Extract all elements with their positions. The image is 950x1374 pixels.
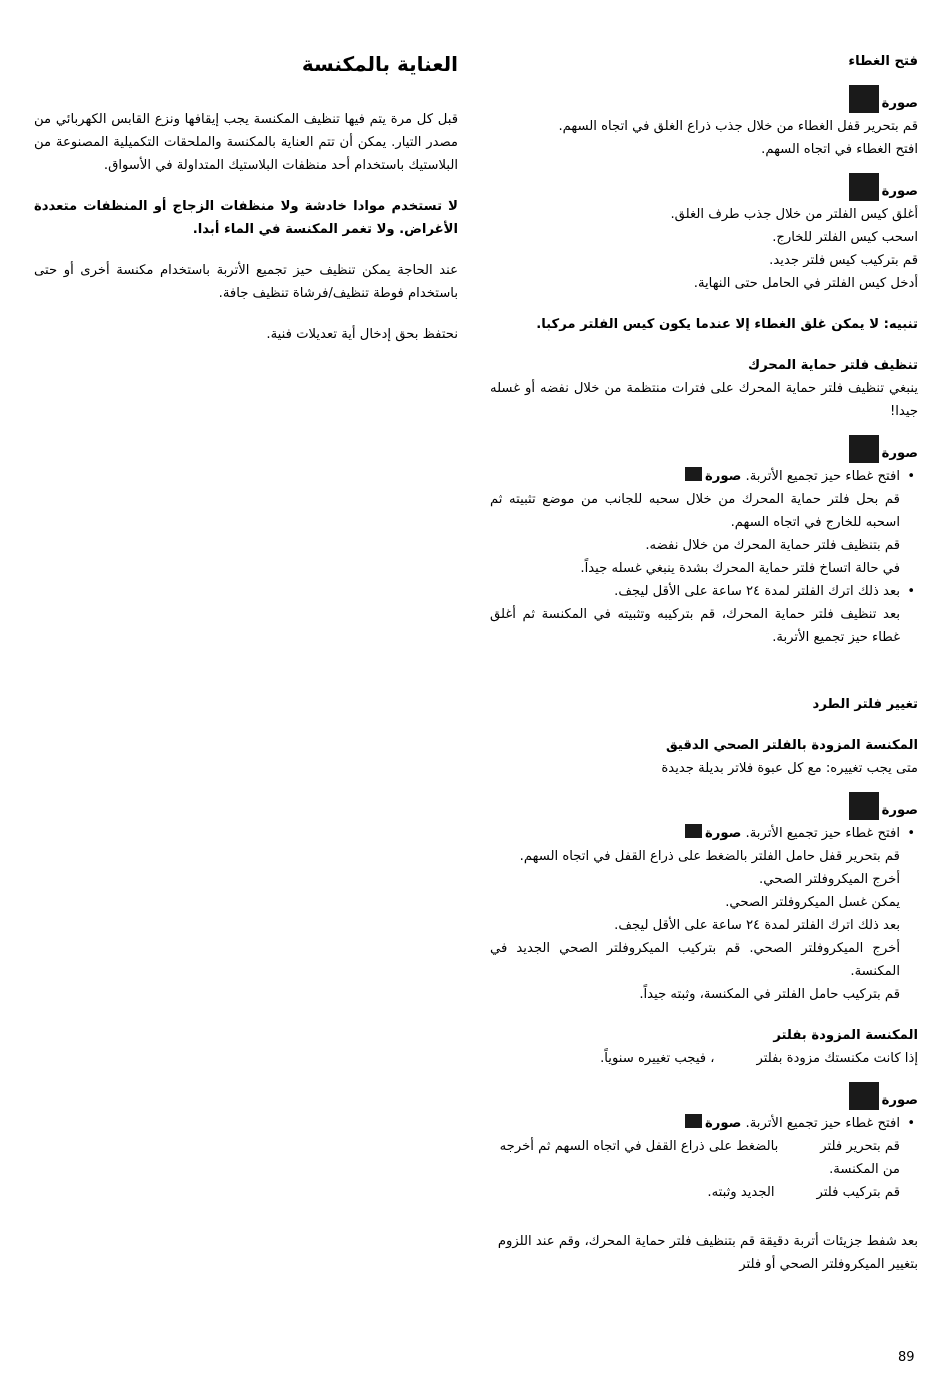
text-line: أدخل كيس الفلتر في الحامل حتى النهاية. (693, 276, 918, 291)
text-line: قم بحل فلتر حماية المحرك من خلال سحبه للجانب من موضع تثبيته ثم اسحبه للخارج في اتجاه السهم. (490, 492, 900, 530)
figure-word: صورة (704, 469, 742, 484)
step-item (490, 580, 918, 603)
step-text: افتح غطاء حيز تجميع الأتربة. (745, 826, 900, 841)
figure-number-box (849, 1082, 879, 1110)
text-line: قم بتحرير قفل الغطاء من خلال جذب ذراع الغلق في اتجاه السهم. (558, 119, 918, 134)
figure-number-box (685, 824, 702, 838)
text-line: يمكن غسل الميكروفلتر الصحي. (725, 895, 900, 910)
step-item (490, 465, 918, 488)
figure-number-box (685, 467, 702, 481)
text-line: أخرج الميكروفلتر الصحي. (759, 872, 900, 887)
filter-steps (490, 1112, 918, 1135)
right-column (490, 50, 918, 1276)
text-line: قم بتركيب فلتر الجديد وثبته. (707, 1185, 900, 1200)
filter-heading: المكنسة المزودة بفلتر (773, 1028, 918, 1043)
micro-filter-lines (490, 845, 918, 1006)
text-line: اسحب كيس الفلتر للخارج. (772, 230, 918, 245)
closing-text: بعد شفط جزيئات أتربة دقيقة قم بتنظيف فلتر حماية المحرك، وقم عند اللزوم بتغيير الميكروفلتر الصحي أو فلتر (497, 1234, 918, 1272)
step-text: بعد ذلك اترك الفلتر لمدة ٢٤ ساعة على الأقل ليجف. (614, 584, 900, 599)
figure-number-box (685, 1114, 702, 1128)
filter-lines (490, 1135, 918, 1204)
step-item (490, 1112, 918, 1135)
motor-filter-lines (490, 488, 918, 580)
filter-intro: إذا كانت مكنستك مزودة بفلتر ، فيجب تغييره سنوياً. (600, 1051, 918, 1066)
micro-filter-steps (490, 822, 918, 845)
motor-filter-heading: تنظيف فلتر حماية المحرك (747, 358, 918, 373)
motor-filter-steps-2 (490, 580, 918, 603)
figure-word: صورة (881, 803, 918, 818)
exhaust-filter-heading: تغيير فلتر الطرد (812, 697, 918, 712)
text-line: بعد ذلك اترك الفلتر لمدة ٢٤ ساعة على الأقل ليجف. (614, 918, 900, 933)
bullet-icon: • (907, 826, 915, 841)
figure-word: صورة (704, 1116, 742, 1131)
motor-filter-steps (490, 465, 918, 488)
micro-filter-intro: متى يجب تغييره: مع كل عبوة فلاتر بديلة جديدة (661, 761, 918, 776)
text-line: بعد تنظيف فلتر حماية المحرك، قم بتركيبه وتثبيته في المكنسة ثم أغلق غطاء حيز تجميع الأتربة. (490, 607, 900, 645)
figure-label (490, 171, 918, 201)
figure-number-box (849, 173, 879, 201)
figure-number-box (849, 85, 879, 113)
figure-word: صورة (881, 184, 918, 199)
text-line: قم بتركيب كيس فلتر جديد. (769, 253, 918, 268)
figure-word: صورة (881, 96, 918, 111)
cover-warning: تنبيه: لا يمكن غلق الغطاء إلا عندما يكون كيس الفلتر مركبا. (536, 317, 918, 332)
text-line: قم بتحرير فلتر بالضغط على ذراع القفل في اتجاه السهم ثم أخرجه من المكنسة. (495, 1139, 900, 1177)
care-warning: لا تستخدم موادا خادشة ولا منظفات الزجاج أو المنظفات متعددة الأغراض. ولا تغمر المكنسة في الماء أبدا. (34, 199, 458, 237)
left-column (34, 50, 458, 346)
care-intro: قبل كل مرة يتم فيها تنظيف المكنسة يجب إيقافها ونزع القابس الكهربائي من مصدر التيار. يمكن أن تتم العناية بالمكنسة والملحقات التكميلية المصنوعة من البلاستيك باستخدام أحد منظفات البلاستيك المتداولة في الأسواق. (34, 112, 458, 173)
step-text: افتح غطاء حيز تجميع الأتربة. (745, 469, 900, 484)
figure-number-box (849, 792, 879, 820)
micro-filter-heading: المكنسة المزودة بالفلتر الصحي الدقيق (665, 738, 918, 753)
rights-notice: نحتفظ بحق إدخال أية تعديلات فنية. (266, 327, 458, 342)
open-cover-heading: فتح الغطاء (848, 54, 918, 69)
text-line: في حالة اتساخ فلتر حماية المحرك بشدة ينبغي غسله جيداً. (580, 561, 900, 576)
figure-word: صورة (881, 446, 918, 461)
bullet-icon: • (907, 584, 915, 599)
text-line: قم بتحرير قفل حامل الفلتر بالضغط على ذراع القفل في اتجاه السهم. (519, 849, 900, 864)
text-line: قم بتركيب حامل الفلتر في المكنسة، وثبته جيداً. (639, 987, 900, 1002)
motor-filter-intro: ينبغي تنظيف فلتر حماية المحرك على فترات منتظمة من خلال نفضه أو غسله جيدا! (490, 381, 918, 419)
bullet-icon: • (907, 469, 915, 484)
figure-label (490, 83, 918, 113)
step-text: افتح غطاء حيز تجميع الأتربة. (745, 1116, 900, 1131)
text-line: قم بتنظيف فلتر حماية المحرك من خلال نفضه. (645, 538, 900, 553)
figure-word: صورة (704, 826, 742, 841)
figure-number-box (849, 435, 879, 463)
figure-word: صورة (881, 1093, 918, 1108)
figure-label (490, 790, 918, 820)
motor-filter-lines-2 (490, 603, 918, 649)
page-number: 89 (898, 1350, 915, 1365)
bullet-icon: • (907, 1116, 915, 1131)
dust-compartment-text: عند الحاجة يمكن تنظيف حيز تجميع الأتربة باستخدام مكنسة أخرى أو حتى باستخدام فوطة تنظيف/فرشاة تنظيف جافة. (34, 263, 458, 301)
text-line: أخرج الميكروفلتر الصحي. قم بتركيب الميكروفلتر الصحي الجديد في المكنسة. (490, 941, 900, 979)
figure-label (490, 1080, 918, 1110)
figure-label (490, 433, 918, 463)
text-line: أغلق كيس الفلتر من خلال جذب طرف الغلق. (670, 207, 918, 222)
text-line: افتح الغطاء في اتجاه السهم. (761, 142, 918, 157)
page-title: العناية بالمكنسة (301, 52, 458, 76)
step-item (490, 822, 918, 845)
